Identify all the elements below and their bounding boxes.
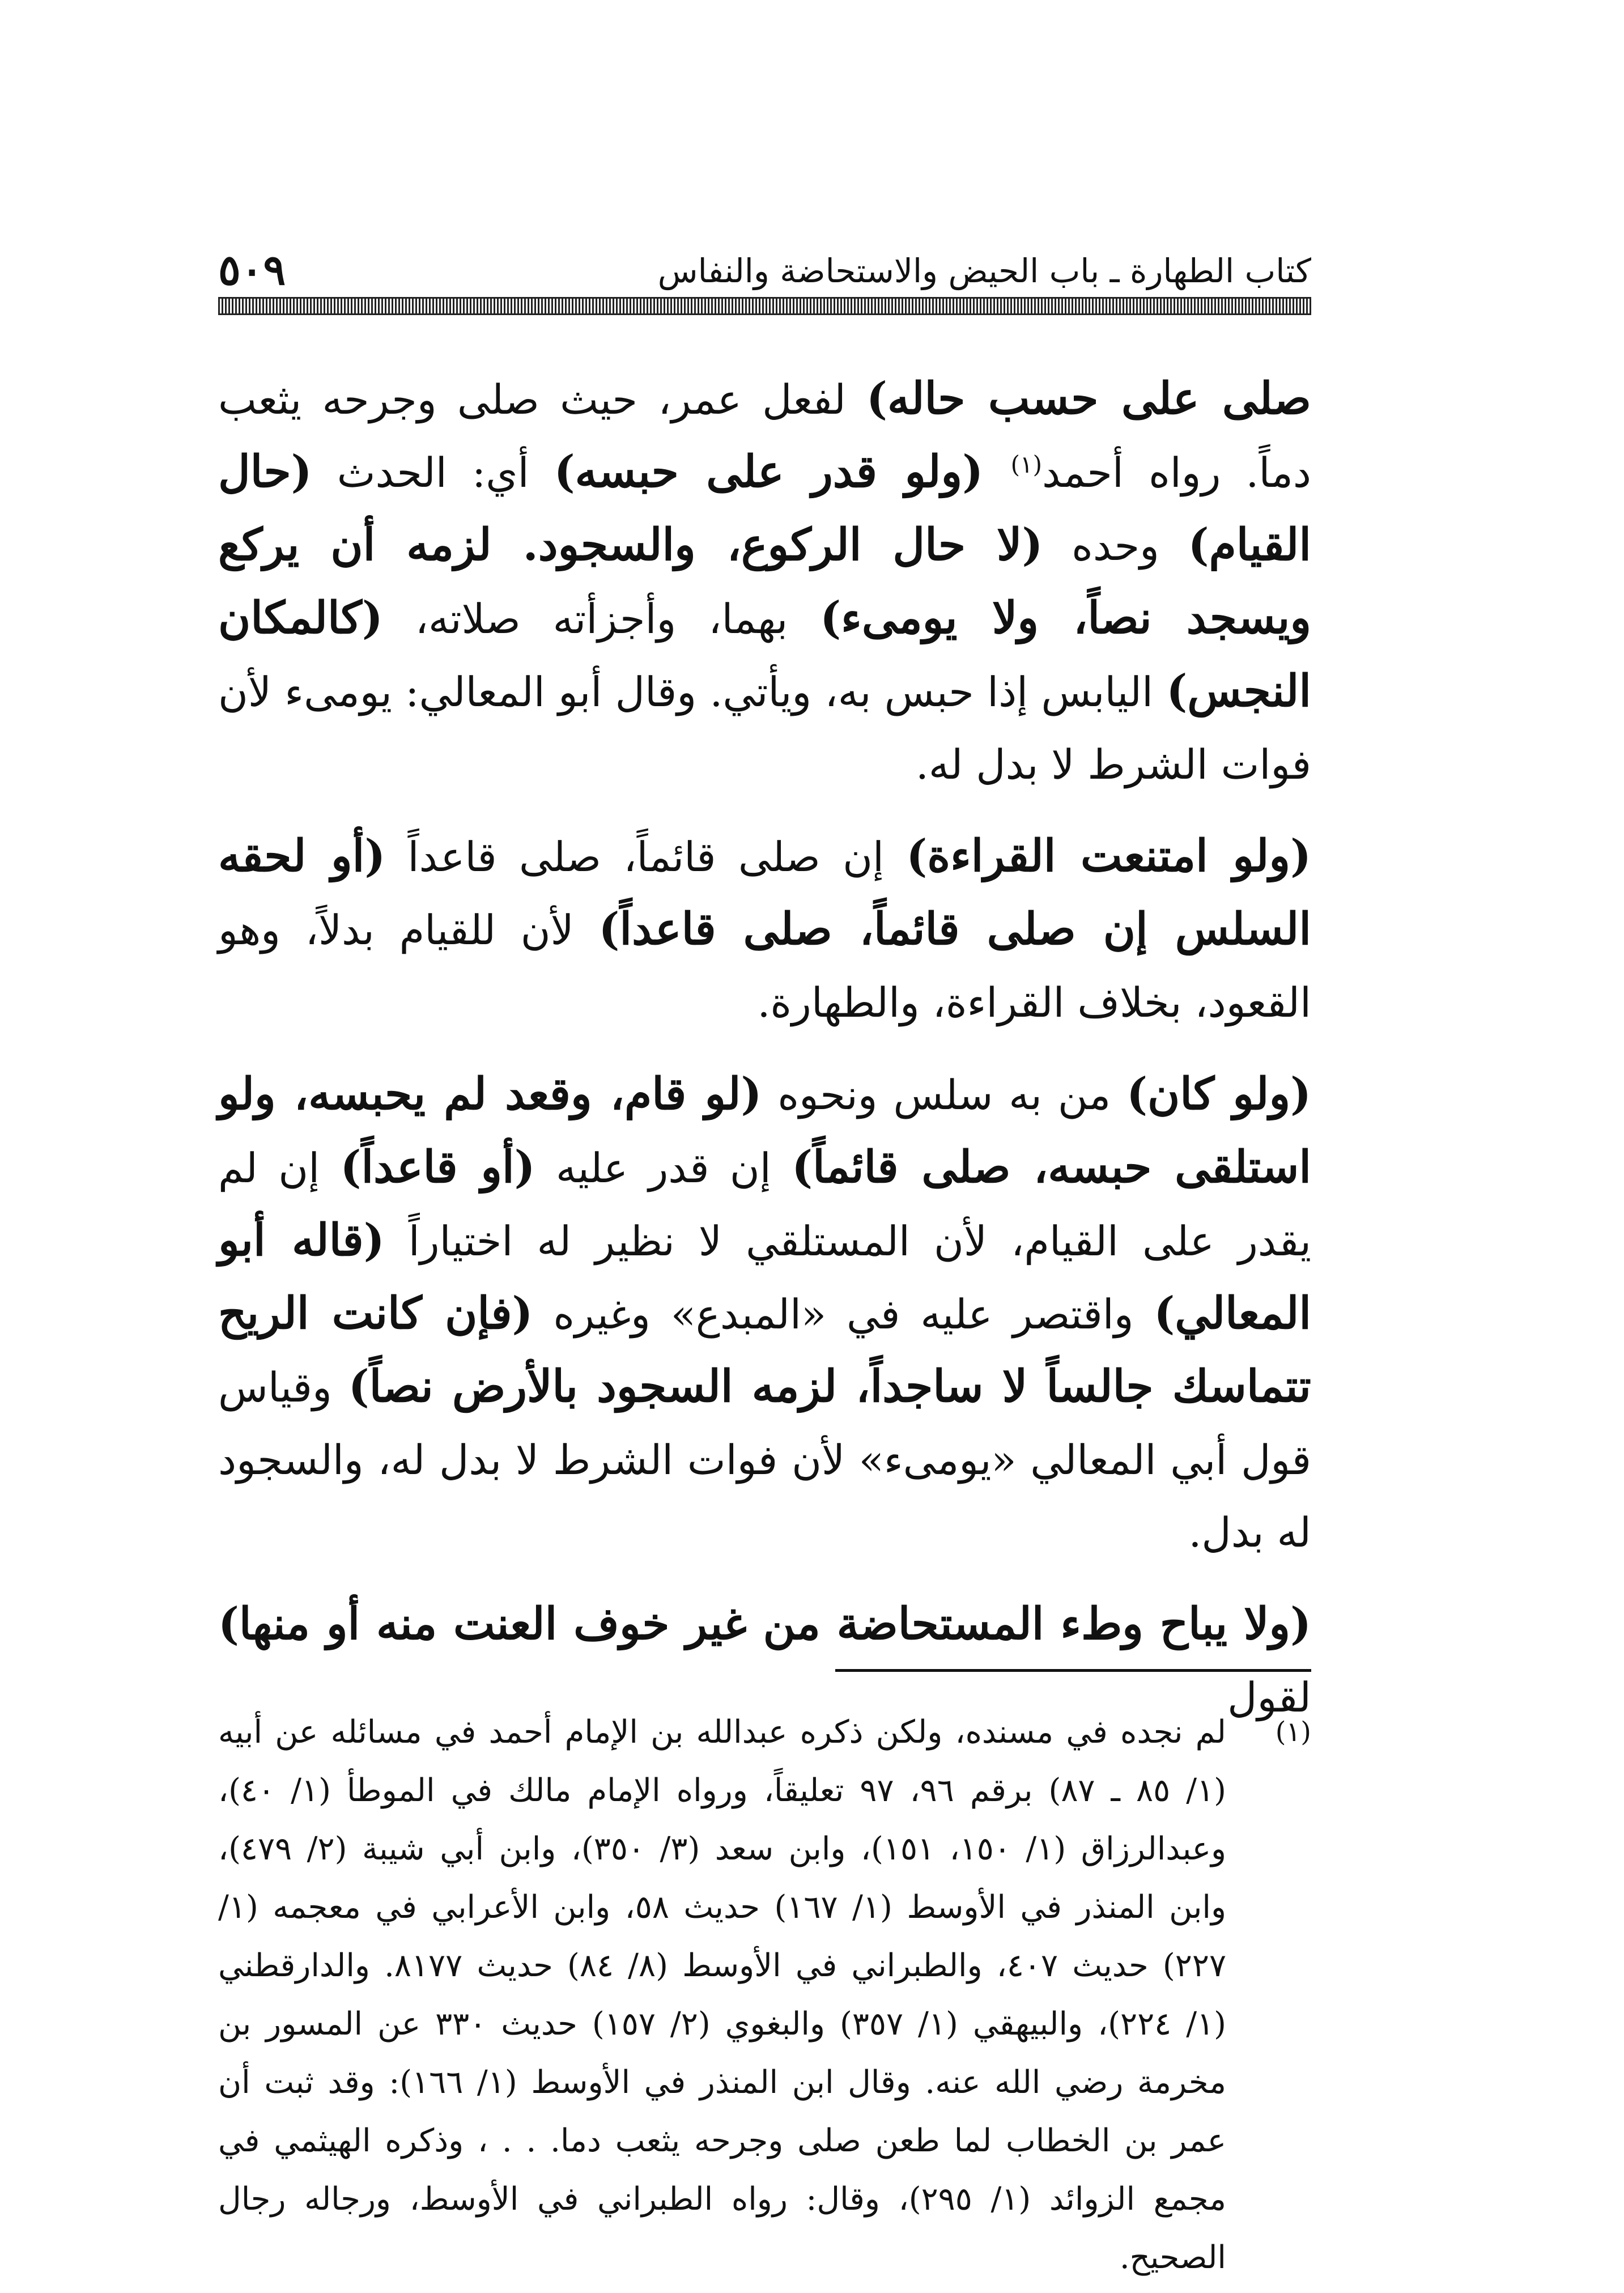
footnote-item [218, 1703, 1311, 2287]
header-rule [218, 297, 1311, 315]
bold-text: (ولا يباح وطء المستحاضة من غير خوف العنت منه أو منها) [218, 1598, 1311, 1650]
footnotes [218, 1703, 1311, 2287]
footnote-reference[interactable]: (١) [1010, 451, 1042, 478]
footnote-text: لم نجده في مسنده، ولكن ذكره عبدالله بن الإمام أحمد في مسائله عن أبيه (١/ ٨٥ ـ ٨٧) برقم ٩٦، ٩٧ تعليقاً، ورواه الإمام مالك في الموطأ (١/ ٤٠)، وعبدالرزاق (١/ ١٥٠، ١٥١)، وابن سعد (٣/ ٣٥٠)، وابن أبي شيبة (٢/ ٤٧٩)، وابن المنذر في الأوسط (١/ ١٦٧) حديث ٥٨، وابن الأعرابي في معجمه (١/ ٢٢٧) حديث ٤٠٧، والطبراني في الأوسط (٨/ ٨٤) حديث ٨١٧٧. والدارقطني (١/ ٢٢٤)، والبيهقي (١/ ٣٥٧) والبغوي (٢/ ١٥٧) حديث ٣٣٠ عن المسور بن مخرمة رضي الله عنه. وقال ابن المنذر في الأوسط (١/ ١٦٦): وقد ثبت أن عمر بن الخطاب لما طعن صلى وجرحه يثعب دما. . . ، وذكره الهيثمي في مجمع الزوائد (١/ ٢٩٥)، وقال: رواه الطبراني في الأوسط، ورجاله رجال الصحيح. [218, 1714, 1227, 2276]
bold-text: (قاله أبو المعالي) [218, 1215, 1312, 1339]
plain-text: من به سلس ونحوه [762, 1071, 1127, 1119]
bold-text: (ولو امتنعت القراءة) [906, 830, 1311, 882]
plain-text: بهما، وأجزأته صلاته، [382, 595, 820, 643]
plain-text: أي: الحدث [312, 449, 554, 496]
running-header [218, 237, 1311, 305]
footnote-number: (١) [1275, 1716, 1311, 1748]
bold-text: (أو قاعداً) [340, 1141, 535, 1193]
chapter-title: كتاب الطهارة ـ باب الحيض والاستحاضة والنفاس [657, 252, 1311, 290]
plain-text: لقول [1227, 1674, 1311, 1721]
bold-text: (لو قام، وقعد لم يحبسه، ولو استلقى حبسه، صلى قائماً) [218, 1068, 1311, 1193]
bold-text: (كالمكان النجس) [218, 592, 1311, 717]
plain-text: لفعل عمر، حيث صلى وجرحه يثعب دماً. رواه أحمد [218, 376, 1311, 496]
paragraph-3 [218, 1058, 1311, 1569]
main-text [218, 363, 1311, 1753]
plain-text: إن قدر عليه [535, 1144, 792, 1192]
plain-text: لأن للقيام بدلاً، وهو القعود، بخلاف القراءة، والطهارة. [218, 906, 1311, 1026]
plain-text: اليابس إذا حبس به، ويأتي. وقال أبو المعالي: يومىء لأن فوات الشرط لا بدل له. [218, 668, 1311, 788]
plain-text: وحده [1043, 522, 1188, 570]
paragraph-1 [218, 363, 1311, 801]
bold-text: (ولو كان) [1126, 1068, 1312, 1120]
bold-text: صلى على حسب حاله) [866, 373, 1311, 424]
bold-text: (لا حال الركوع، والسجود. لزمه أن يركع ويسجد نصاً، ولا يومىء) [218, 519, 1311, 644]
footnote-separator [835, 1669, 1311, 1672]
plain-text: واقتصر عليه في «المبدع» وغيره [533, 1290, 1154, 1338]
bold-text: (حال القيام) [218, 446, 1311, 571]
page-number: ٥٠٩ [218, 246, 286, 295]
plain-text: إن صلى قائماً، صلى قاعداً [385, 833, 907, 881]
bold-text: (فإن كانت الريح تتماسك جالساً لا ساجداً، لزمه السجود بالأرض نصاً) [218, 1288, 1311, 1412]
plain-text: إن لم يقدر على القيام، لأن المستلقي لا نظير له اختياراً [218, 1144, 1312, 1265]
bold-text: (ولو قدر على حبسه) [554, 446, 1011, 498]
bold-text: (أو لحقه السلس إن صلى قائماً، صلى قاعداً) [218, 830, 1311, 955]
plain-text: وقياس قول أبي المعالي «يومىء» لأن فوات الشرط لا بدل له، والسجود له بدل. [218, 1364, 1311, 1556]
paragraph-2 [218, 820, 1311, 1039]
